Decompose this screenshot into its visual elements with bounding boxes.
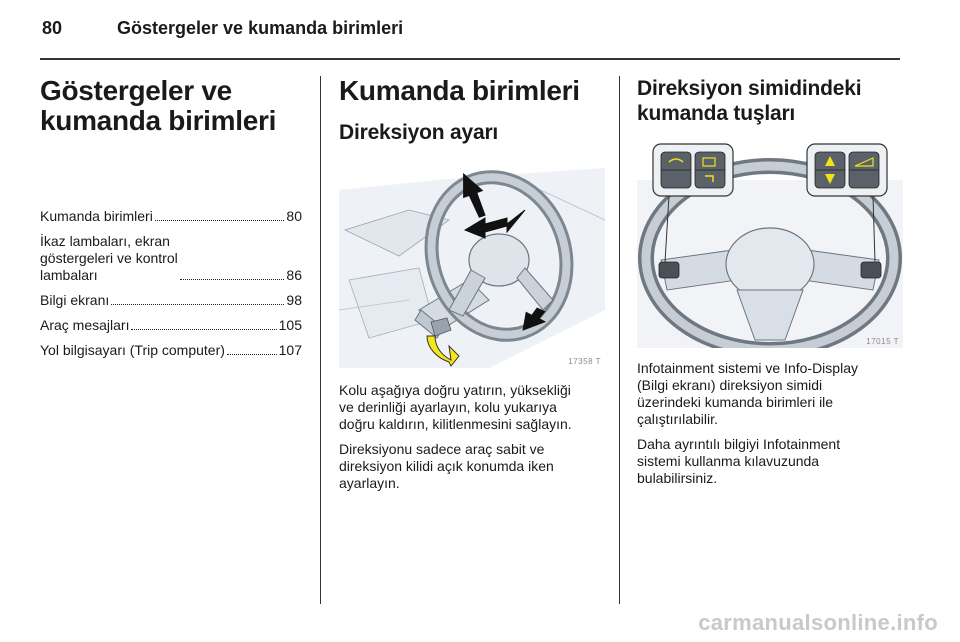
chapter-title: Göstergeler ve kumanda birimleri (40, 75, 277, 136)
toc-entry-page: 107 (278, 342, 302, 358)
toc-leader-dots (227, 354, 277, 355)
toc-entry[interactable] (40, 317, 302, 334)
steering-wheel-buttons-illustration (637, 140, 903, 348)
steering-adjustment-figure (339, 160, 605, 368)
section-subtitle: Direksiyon ayarı (339, 121, 499, 144)
toc-leader-dots (131, 329, 276, 330)
toc-entry-title: Kumanda birimleri (40, 208, 153, 224)
toc-entry-title: Araç mesajları (40, 317, 130, 333)
paragraph: Infotainment sistemi ve Info-Display (Bilgi ekranı) direksiyon simidi üzerindeki kumanda birimleri ile çalıştırılabilir. (637, 360, 858, 427)
paragraph: Kolu aşağıya doğru yatırın, yüksekliği ve derinliği ayarlayın, kolu yukarıya doğru kaldırın, kilitlenmesini sağlayın. (339, 382, 572, 432)
paragraph: Direksiyonu sadece araç sabit ve direksiyon kilidi açık konumda iken ayarlayın. (339, 441, 554, 491)
toc-entry[interactable] (40, 233, 302, 284)
toc-entry-title: İkaz lambaları, ekran göstergeleri ve kontrol lambaları (40, 233, 178, 283)
toc-entry-page: 105 (278, 317, 302, 333)
toc-entry-page: 98 (286, 292, 302, 308)
column-divider-1 (320, 76, 321, 604)
toc-leader-dots (180, 279, 285, 280)
header-rule (40, 58, 900, 60)
section-title: Kumanda birimleri (339, 75, 580, 106)
toc-entry[interactable] (40, 208, 302, 225)
steering-buttons-column (637, 76, 905, 495)
toc-entry-page: 86 (286, 267, 302, 283)
toc-entry[interactable] (40, 292, 302, 309)
chapter-column (40, 76, 302, 367)
steering-wheel-adjustment-illustration (339, 160, 605, 368)
steering-buttons-figure (637, 140, 903, 348)
paragraph: Daha ayrıntılı bilgiyi Infotainment sistemi kullanma kılavuzunda bulabilirsiniz. (637, 436, 841, 486)
steering-adjustment-column (339, 76, 605, 500)
running-header-title: Göstergeler ve kumanda birimleri (117, 18, 404, 38)
table-of-contents (40, 208, 302, 359)
page-number: 80 (42, 18, 63, 38)
toc-entry-title: Bilgi ekranı (40, 292, 110, 308)
figure-code: 17015 T (866, 337, 899, 346)
toc-leader-dots (111, 304, 284, 305)
toc-entry-title: Yol bilgisayarı (Trip computer) (40, 342, 225, 358)
figure-code: 17358 T (568, 357, 601, 366)
toc-entry[interactable] (40, 342, 302, 359)
column-divider-2 (619, 76, 620, 604)
toc-leader-dots (155, 220, 285, 221)
section-title: Direksiyon simidindeki kumanda tuşları (637, 77, 862, 125)
watermark: carmanualsonline.info (698, 610, 938, 635)
toc-entry-page: 80 (286, 208, 302, 224)
